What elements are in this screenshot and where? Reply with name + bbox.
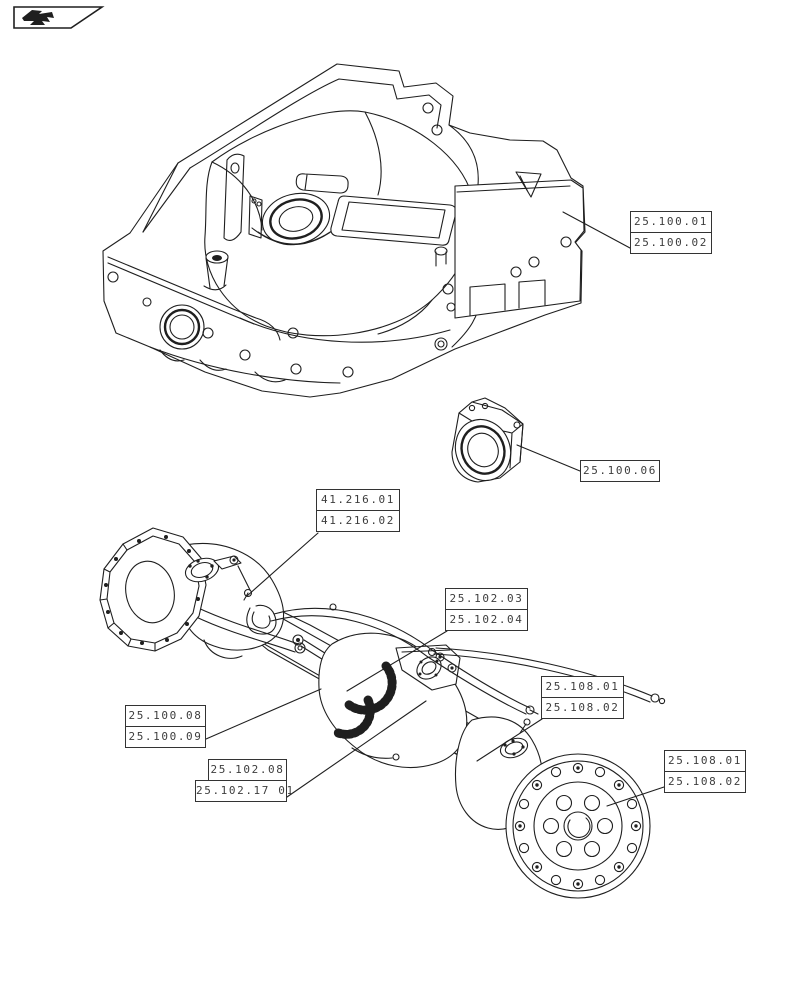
part-ref[interactable]: 25.102.03: [445, 588, 528, 610]
part-ref[interactable]: 25.100.08: [125, 705, 206, 727]
part-ref[interactable]: 25.102.17 01: [195, 780, 287, 802]
part-ref[interactable]: 41.216.02: [316, 510, 400, 532]
callout-steering-knuckle: [541, 676, 624, 719]
left-hub: [100, 528, 206, 651]
part-ref[interactable]: 25.102.04: [445, 609, 528, 631]
differential-housing: [319, 633, 467, 767]
chassis-drawing: [103, 64, 585, 397]
part-ref[interactable]: 25.100.06: [580, 460, 660, 482]
part-ref[interactable]: 25.102.08: [208, 759, 287, 781]
callout-chassis: [630, 211, 712, 254]
callout-diff-carrier: [195, 759, 295, 802]
part-ref[interactable]: 25.108.01: [541, 676, 624, 698]
part-ref[interactable]: 25.100.01: [630, 211, 712, 233]
callout-pivot-support: [580, 460, 660, 482]
part-ref[interactable]: 25.100.09: [125, 726, 206, 748]
part-ref[interactable]: 41.216.01: [316, 489, 400, 511]
callout-steering-sensor: [316, 489, 400, 532]
part-ref[interactable]: 25.100.02: [630, 232, 712, 254]
section-nav-icon[interactable]: [12, 4, 108, 32]
part-ref[interactable]: 25.108.02: [541, 697, 624, 719]
right-wheel-hub: [506, 754, 650, 898]
arrow-glyph-icon: [22, 10, 54, 25]
part-ref[interactable]: 25.108.01: [664, 750, 746, 772]
callout-differential: [445, 588, 528, 631]
callout-axle-housing: [125, 705, 206, 748]
pivot-support-drawing: [446, 398, 523, 489]
callout-wheel-hub: [664, 750, 746, 793]
part-ref[interactable]: 25.108.02: [664, 771, 746, 793]
